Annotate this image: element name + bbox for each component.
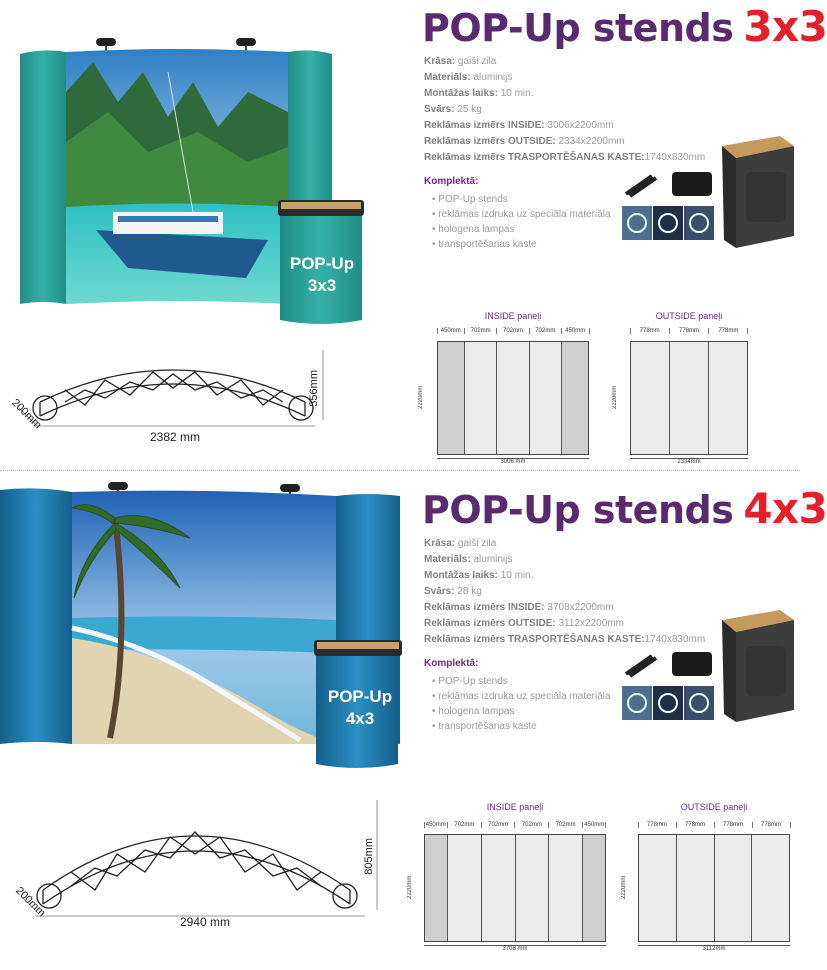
spec-list: Krāsa: gaiši zila Materiāls: aluminijs Montāžas laiks: 10 min. Svārs: 25 kg Reklāmas izmērs INSIDE: 3006x2200mm Reklāmas izmērs OUTSIDE: 2334x2200mm Reklāmas izmērs TRASPORTĒŠANAS KASTE:1740x830mm Komplektā: • POP-Up stends • reklāmas izdruka uz speciāla materiāla • hologena lampas • transportēšanas kaste bbox=[424, 54, 724, 252]
inside-height: 2220mm bbox=[418, 385, 424, 409]
inside-panels-title: INSIDE paneļi bbox=[484, 311, 542, 321]
inside-panel-dims: 450mm 702mm 702mm 702mm 450mm bbox=[437, 328, 589, 334]
outside-panel-dims: 778mm 778mm 778mm 778mm bbox=[638, 822, 790, 828]
kit-thumbnails bbox=[622, 648, 716, 722]
outside-total: 3112mm bbox=[638, 945, 790, 952]
outside-height: 2220mm bbox=[612, 385, 618, 409]
outside-panels-3x3 bbox=[630, 341, 748, 455]
inside-height: 2220mm bbox=[407, 875, 413, 899]
komplekta-heading: Komplektā: bbox=[424, 176, 479, 187]
inside-panels-3x3 bbox=[437, 341, 589, 455]
inside-panels-4x3 bbox=[424, 834, 606, 942]
inside-total: 3708 mm bbox=[424, 945, 606, 952]
frame-depth: 805mm bbox=[363, 838, 375, 875]
outside-panel-dims: 778mm 778mm 778mm bbox=[630, 328, 748, 334]
page-title: POP-Up stends 4x3 bbox=[422, 484, 827, 533]
outside-panels-title: OUTSIDE paneļi bbox=[655, 311, 723, 321]
inside-panel-dims: 450mm 702mm 702mm 702mm 702mm 450mm bbox=[424, 822, 606, 828]
frame-width: 2382 mm bbox=[150, 430, 201, 444]
komplekta-heading: Komplektā: bbox=[424, 658, 479, 669]
section-divider bbox=[0, 470, 800, 471]
frame-width: 2940 mm bbox=[180, 915, 231, 929]
outside-panels-title: OUTSIDE paneļi bbox=[680, 802, 748, 812]
inside-panels-title: INSIDE paneļi bbox=[486, 802, 544, 812]
outside-height: 2220mm bbox=[621, 875, 627, 899]
counter-label: POP-Up 3x3 bbox=[289, 254, 355, 295]
counter-label: POP-Up 4x3 bbox=[327, 687, 393, 728]
transport-case-image bbox=[716, 132, 796, 250]
frame-depth: 556mm bbox=[308, 370, 320, 407]
frame-side: 200mm bbox=[13, 884, 48, 920]
frame-side: 200mm bbox=[9, 396, 44, 432]
page-title: POP-Up stends 3x3 bbox=[422, 2, 827, 51]
spec-list: Krāsa: gaiši zila Materiāls: aluminijs Montāžas laiks: 10 min. Svārs: 28 kg Reklāmas izmērs INSIDE: 3708x2200mm Reklāmas izmērs OUTSIDE: 3112x2200mm Reklāmas izmērs TRASPORTĒŠANAS KASTE:1740x830mm Komplektā: • POP-Up stends • reklāmas izdruka uz speciāla materiāla • hologena lampas • transportēšanas kaste bbox=[424, 536, 724, 734]
komplekta-list: • POP-Up stends • reklāmas izdruka uz speciāla materiāla • hologena lampas • transportēšanas kaste bbox=[424, 192, 724, 252]
kit-thumbnails bbox=[622, 168, 716, 242]
inside-total: 3006 mm bbox=[437, 458, 589, 465]
outside-total: 2334mm bbox=[630, 458, 748, 465]
komplekta-list: • POP-Up stends • reklāmas izdruka uz speciāla materiāla • hologena lampas • transportēšanas kaste bbox=[424, 674, 724, 734]
outside-panels-4x3 bbox=[638, 834, 790, 942]
transport-case-image bbox=[716, 606, 796, 724]
